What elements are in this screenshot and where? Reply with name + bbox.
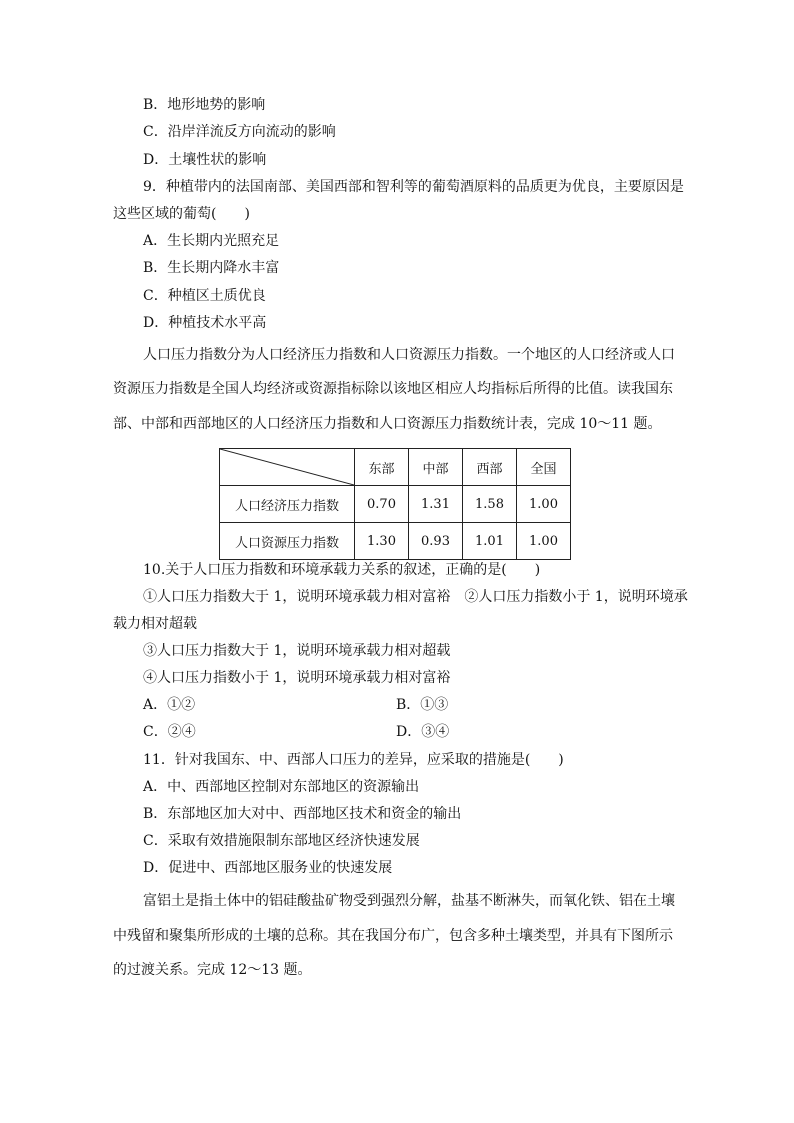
q8-option-c: C．沿岸洋流反方向流动的影响: [143, 124, 336, 140]
q10-option-a: A．①②: [143, 697, 196, 713]
q11-option-a: A．中、西部地区控制对东部地区的资源输出: [143, 779, 420, 795]
pressure-index-table: [219, 448, 571, 560]
q10-option-c: C．②④: [143, 724, 196, 740]
q10-statement-1-2: ①人口压力指数大于 1，说明环境承载力相对富裕 ②人口压力指数小于 1，说明环境承: [143, 589, 688, 605]
header-east: 东部: [355, 449, 409, 486]
table-header-row: [220, 449, 571, 486]
q9-option-c: C．种植区土质优良: [143, 288, 266, 304]
q11-option-c: C．采取有效措施限制东部地区经济快速发展: [143, 833, 420, 849]
q9-option-d: D．种植技术水平高: [143, 315, 267, 331]
passage1-line2: 资源压力指数是全国人均经济或资源指标除以该地区相应人均指标后所得的比值。读我国东: [113, 381, 673, 397]
q10-option-b: B．①③: [396, 697, 449, 713]
row-label-resource: 人口资源压力指数: [220, 523, 355, 560]
header-west: 西部: [463, 449, 517, 486]
passage1-line3: 部、中部和西部地区的人口经济压力指数和人口资源压力指数统计表，完成 10～11 题。: [113, 416, 662, 432]
q8-option-b: B．地形地势的影响: [143, 97, 266, 113]
q9-option-a: A．生长期内光照充足: [143, 233, 280, 249]
table-row: [220, 523, 571, 560]
q10-statement-2-cont: 载力相对超载: [113, 616, 197, 632]
table-cell: 0.93: [409, 523, 463, 560]
row-label-economic: 人口经济压力指数: [220, 486, 355, 523]
q11-option-d: D．促进中、西部地区服务业的快速发展: [143, 860, 393, 876]
q10-option-d: D．③④: [396, 724, 450, 740]
q8-option-d: D．土壤性状的影响: [143, 152, 267, 168]
passage2-line2: 中残留和聚集所形成的土壤的总称。其在我国分布广，包含多种土壤类型，并具有下图所示: [113, 928, 673, 944]
table-cell: 1.00: [517, 486, 571, 523]
table-cell: 1.00: [517, 523, 571, 560]
table-cell: 1.01: [463, 523, 517, 560]
q9-stem-cont: 这些区域的葡萄( ): [113, 206, 250, 222]
table-cell: 0.70: [355, 486, 409, 523]
table-cell: 1.31: [409, 486, 463, 523]
diagonal-header-cell: [220, 449, 355, 486]
passage1-line1: 人口压力指数分为人口经济压力指数和人口资源压力指数。一个地区的人口经济或人口: [143, 347, 675, 363]
diagonal-line: [220, 449, 354, 485]
passage2-line3: 的过渡关系。完成 12～13 题。: [113, 962, 312, 978]
table-cell: 1.30: [355, 523, 409, 560]
header-national: 全国: [517, 449, 571, 486]
q10-statement-3: ③人口压力指数大于 1，说明环境承载力相对超载: [143, 643, 451, 659]
passage2-line1: 富铝土是指土体中的铝硅酸盐矿物受到强烈分解，盐基不断淋失，而氧化铁、铝在土壤: [143, 893, 675, 909]
q10-stem: 10.关于人口压力指数和环境承载力关系的叙述，正确的是( ): [143, 562, 541, 578]
table-cell: 1.58: [463, 486, 517, 523]
q11-option-b: B．东部地区加大对中、西部地区技术和资金的输出: [143, 806, 462, 822]
q9-stem: 9．种植带内的法国南部、美国西部和智利等的葡萄酒原料的品质更为优良，主要原因是: [143, 179, 684, 195]
q9-option-b: B．生长期内降水丰富: [143, 260, 280, 276]
q11-stem: 11．针对我国东、中、西部人口压力的差异，应采取的措施是( ): [143, 752, 564, 768]
table-row: [220, 486, 571, 523]
q10-statement-4: ④人口压力指数小于 1，说明环境承载力相对富裕: [143, 670, 451, 686]
header-central: 中部: [409, 449, 463, 486]
